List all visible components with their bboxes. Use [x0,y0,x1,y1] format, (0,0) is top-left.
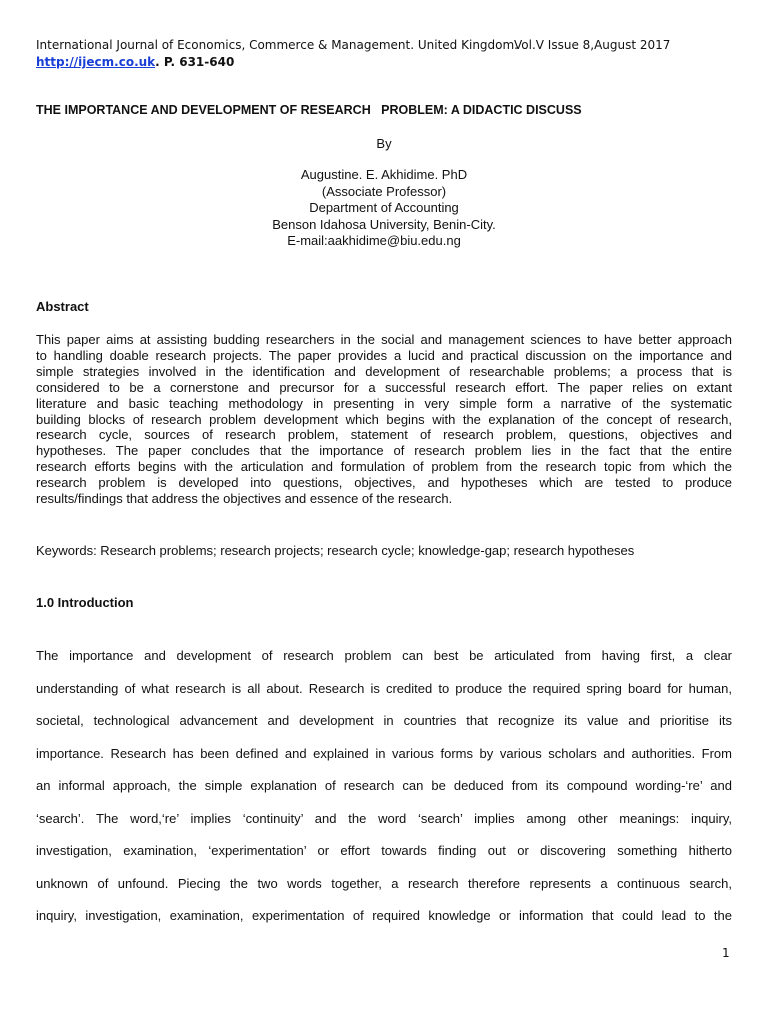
author-university: Benson Idahosa University, Benin-City. [272,216,496,232]
journal-name: International Journal of Economics, Commerce & Management. United Kingdom. [36,38,518,52]
abstract-line: research efforts begins with the articulation and formulation of problem from the research topic from which the [36,459,732,475]
introduction-body [36,640,732,933]
introduction-heading: 1.0 Introduction [36,595,134,610]
journal-header [36,38,736,52]
abstract-line: research problem is developed into questions, objectives, and hypotheses which are tested to produce [36,475,732,491]
page-number: 1 [722,946,730,960]
abstract-body [36,332,732,507]
author-department: Department of Accounting [309,200,459,215]
introduction-line: investigation, examination, ‘experimentation’ or effort towards finding out or discovering something hitherto [36,843,732,858]
abstract-line: considered to be a cornerstone and precursor for a successful research effort. The paper relies on extant [36,379,732,395]
author-name: Augustine. E. Akhidime. PhD [300,167,468,182]
journal-url-link[interactable]: http://ijecm.co.uk [36,55,156,69]
abstract-line: building blocks of research problem development which begins with the explanation of the concept of research, [36,411,732,427]
introduction-line: inquiry, investigation, examination, experimentation of required knowledge or information that could lead to the [36,908,732,923]
author-email: E-mail:aakhidime@biu.edu.ng [287,233,461,248]
author-block [0,167,768,250]
introduction-line: understanding of what research is all about. Research is credited to produce the required spring board for human, [36,680,732,696]
abstract-line: research cycle, sources of research problem, statement of research problem, questions, objectives and [36,427,732,443]
journal-issue: Vol.V Issue 8,August 2017 [514,38,671,52]
journal-link-line [36,55,234,69]
abstract-line: hypotheses. The paper concludes that the importance of research problem lies in the fact that the entire [36,443,732,459]
by-line: By [376,136,392,151]
abstract-line: literature and basic teaching methodology in presenting in very simple form a narrative of the systematic [36,395,732,411]
introduction-line: importance. Research has been defined and explained in various forms by various scholars and authorities. From [36,745,732,761]
abstract-line: results/findings that address the objectives and essence of the research. [36,491,453,507]
abstract-heading: Abstract [36,299,89,314]
author-position: (Associate Professor) [321,183,447,199]
introduction-line: The importance and development of research problem can best be articulated from having first, a clear [36,648,732,663]
abstract-line: simple strategies involved in the identification and development of researchable problems; a process that is [36,363,732,379]
introduction-line: ‘search’. The word,‘re’ implies ‘continuity’ and the word ‘search’ implies among other meanings: inquiry, [36,810,732,826]
paper-title: THE IMPORTANCE AND DEVELOPMENT OF RESEARCH PROBLEM: A DIDACTIC DISCUSS [36,103,582,117]
abstract-line: to handling doable research projects. The paper provides a lucid and practical discussion on the importance and [36,347,732,363]
introduction-line: an informal approach, the simple explanation of research can be deduced from its compound wording-‘re’ and [36,778,732,793]
abstract-line: This paper aims at assisting budding researchers in the social and management sciences to have better approach [36,332,732,347]
introduction-line: unknown of unfound. Piecing the two words together, a research therefore represents a continuous search, [36,875,732,891]
journal-pages: . P. 631-640 [155,55,235,69]
introduction-line: societal, technological advancement and development in countries that recognize its value and prioritise its [36,713,732,728]
keywords: Keywords: Research problems; research projects; research cycle; knowledge-gap; research hypotheses [36,543,635,558]
